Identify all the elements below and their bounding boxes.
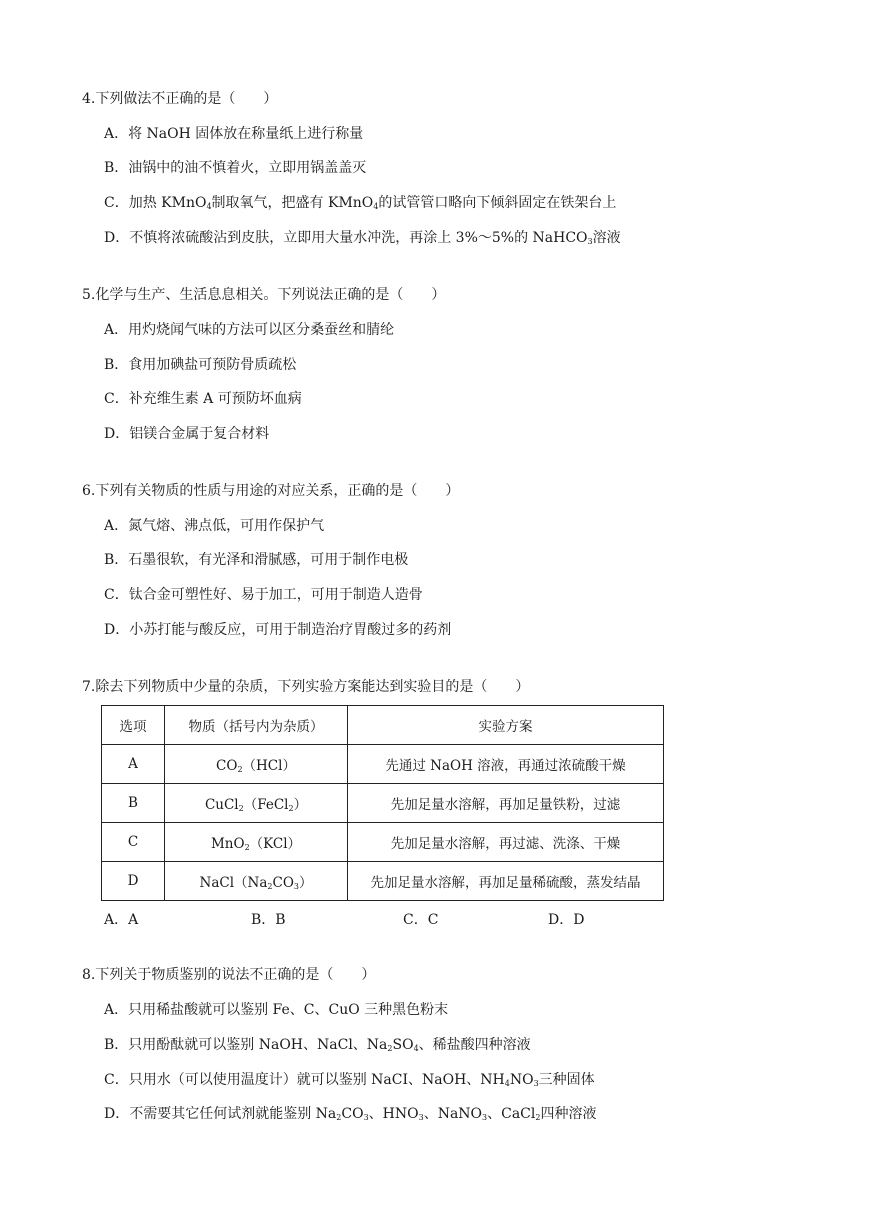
table-cell-substance: $NaCl(Na_2CO_3)$ (165, 862, 348, 901)
q6-option-d: D．小苏打能与酸反应，可用于制造治疗胃酸过多的药剂 (104, 622, 452, 638)
q8-option-b: B．只用酚酞就可以鉴别 NaOH、NaCl、$Na_2SO_4$、稀盐酸四种溶液 (104, 1037, 531, 1053)
q8-option-c: C．只用水（可以使用温度计）就可以鉴别 NaCI、NaOH、$NH_4NO_3$三种固体 (104, 1072, 595, 1088)
table-row (102, 784, 664, 823)
table-cell-plan: 先通过 NaOH 溶液，再通过浓硫酸干燥 (348, 745, 664, 784)
table-row (102, 823, 664, 862)
question-4-stem: 4.下列做法不正确的是（ ） (82, 91, 278, 107)
q4-option-b: B．油锅中的油不慎着火，立即用锅盖盖灭 (104, 160, 367, 176)
question-8-stem: 8.下列关于物质鉴别的说法不正确的是（ ） (82, 967, 376, 983)
q7-answer-b: B．B (251, 912, 286, 928)
q5-option-c: C．补充维生素 A 可预防坏血病 (104, 391, 302, 407)
q6-option-c: C．钛合金可塑性好、易于加工，可用于制造人造骨 (104, 587, 423, 603)
table-cell-substance: MnO$_2$（KCl） (165, 823, 348, 862)
q5-option-d: D．铝镁合金属于复合材料 (104, 426, 270, 442)
q6-option-a: A．氮气熔、沸点低，可用作保护气 (104, 518, 325, 534)
q8-option-a: A．只用稀盐酸就可以鉴别 Fe、C、CuO 三种黑色粉末 (104, 1002, 449, 1018)
table-cell-option: B (102, 784, 165, 823)
question-7-stem: 7.除去下列物质中少量的杂质，下列实验方案能达到实验目的是（ ） (82, 679, 530, 695)
q5-option-a: A．用灼烧闻气味的方法可以区分桑蚕丝和腈纶 (104, 322, 395, 338)
q4-option-c: C．加热 KMnO$_4$制取氧气，把盛有 KMnO$_4$的试管管口略向下倾斜固定在铁架台上 (104, 195, 617, 211)
q7-answer-d: D．D (548, 912, 585, 928)
table-cell-plan: 先加足量水溶解，再加足量铁粉，过滤 (348, 784, 664, 823)
table-header-row (102, 706, 664, 745)
table-cell-plan: 先加足量水溶解，再加足量稀硫酸，蒸发结晶 (348, 862, 664, 901)
question-6-stem: 6.下列有关物质的性质与用途的对应关系，正确的是（ ） (82, 483, 460, 499)
question-5-stem: 5.化学与生产、生活息息相关。下列说法正确的是（ ） (82, 287, 446, 303)
table-row (102, 862, 664, 901)
q8-option-d: D．不需要其它任何试剂就能鉴别 $Na_2CO_3$、$HNO_3$、NaNO$_3$、CaCl$_2$四种溶液 (104, 1106, 597, 1122)
q7-answer-a: A．A (104, 912, 139, 928)
table-cell-plan: 先加足量水溶解，再过滤、洗涤、干燥 (348, 823, 664, 862)
table-cell-option: A (102, 745, 165, 784)
q7-options-table (101, 705, 664, 901)
q6-option-b: B．石墨很软，有光泽和滑腻感，可用于制作电极 (104, 552, 409, 568)
table-cell-option: C (102, 823, 165, 862)
q4-option-d: D．不慎将浓硫酸沾到皮肤，立即用大量水冲洗，再涂上 3%～5%的 NaHCO$_3$溶液 (104, 230, 621, 246)
q7-answer-c: C．C (403, 912, 439, 928)
q5-option-b: B．食用加碘盐可预防骨质疏松 (104, 357, 297, 373)
table-row (102, 745, 664, 784)
table-header-cell: 物质（括号内为杂质） (165, 706, 348, 745)
q4-option-a: A．将 NaOH 固体放在称量纸上进行称量 (104, 126, 364, 142)
table-cell-option: D (102, 862, 165, 901)
table-header-cell: 选项 (102, 706, 165, 745)
table-cell-substance: CuCl$_2$（FeCl$_2$） (165, 784, 348, 823)
table-cell-substance: $CO_2(HCl)$ (165, 745, 348, 784)
table-header-cell: 实验方案 (348, 706, 664, 745)
